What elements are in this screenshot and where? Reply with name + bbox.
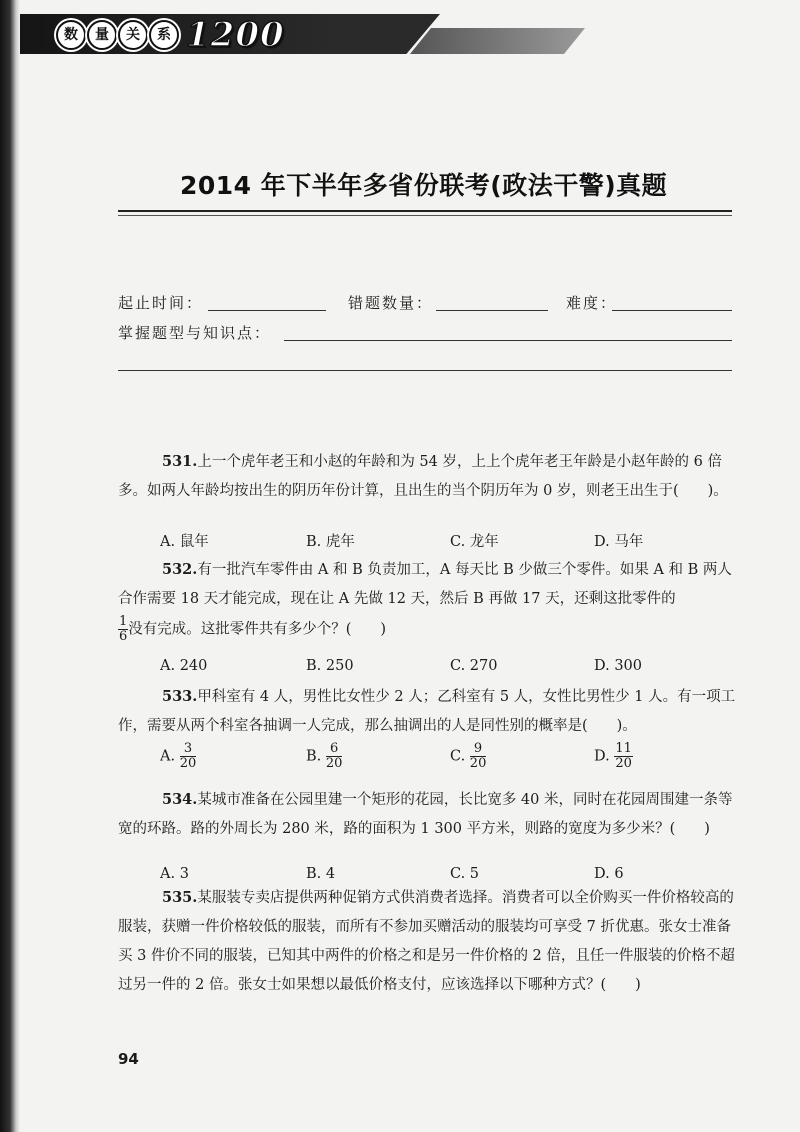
question-text: 上一个虎年老王和小赵的年龄和为 54 岁，上上个虎年老王年龄是小赵年龄的 6 倍多。如两人年龄均按出生的阴历年份计算，且出生的当个阴历年为 0 岁，则老王出生于( )。 <box>118 454 728 499</box>
fraction: $\frac{11}{20}$ <box>615 741 632 771</box>
title-rule-thin <box>118 215 732 216</box>
title-rule <box>118 210 732 212</box>
logo-badge-4: 系 <box>149 20 179 50</box>
series-logo <box>56 15 285 55</box>
question-535 <box>118 883 740 1000</box>
fraction: $\frac{1}{6}$ <box>119 614 128 644</box>
wrong-count-label: 错题数量： <box>348 294 434 312</box>
start-time-field[interactable] <box>208 310 326 311</box>
fraction: $\frac{3}{20}$ <box>179 741 197 771</box>
header-stripe <box>410 28 585 54</box>
question-533 <box>118 682 740 741</box>
option-c: C. 270 <box>450 658 498 674</box>
wrong-count-field[interactable] <box>436 310 548 311</box>
option-d: D. $\frac{11}{20}$ <box>594 741 632 771</box>
difficulty-field[interactable] <box>612 310 732 311</box>
question-number: 535. <box>162 889 198 906</box>
question-text: 有一批汽车零件由 A 和 B 负责加工，A 每天比 B 少做三个零件。如果 A 和 B 两人合作需要 18 天才能完成，现在让 A 先做 12 天，然后 B 再做 17 天，还剩这批零件的 <box>118 562 732 607</box>
start-time-label: 起止时间： <box>118 294 204 312</box>
logo-badge-2: 量 <box>87 20 117 50</box>
question-text: 某城市准备在公园里建一个矩形的花园，长比宽多 40 米，同时在花园周围建一条等宽的环路。路的外周长为 280 米，路的面积为 1 300 平方米，则路的宽度为多少米？( ) <box>118 792 733 837</box>
difficulty-label: 难度： <box>566 294 618 312</box>
logo-badge-3: 关 <box>118 20 148 50</box>
option-b: B. $\frac{6}{20}$ <box>306 741 343 771</box>
question-number: 534. <box>162 791 198 808</box>
question-532-continued <box>118 615 740 645</box>
option-c: C. 5 <box>450 866 480 882</box>
question-number: 532. <box>162 561 198 578</box>
question-number: 531. <box>162 453 198 470</box>
option-c: C. $\frac{9}{20}$ <box>450 741 487 771</box>
option-a: A. 3 <box>160 866 189 882</box>
option-c: C. 龙年 <box>450 534 499 550</box>
question-534 <box>118 785 740 844</box>
question-text: 甲科室有 4 人，男性比女性少 2 人；乙科室有 5 人，女性比男性少 1 人。有一项工作，需要从两个科室各抽调一人完成，那么抽调出的人是同性别的概率是( )。 <box>118 689 736 734</box>
option-a: A. 鼠年 <box>160 534 209 550</box>
option-b: B. 4 <box>306 866 336 882</box>
knowledge-field-extra-line[interactable] <box>118 370 732 371</box>
fraction: $\frac{6}{20}$ <box>325 741 343 771</box>
page-title: 2014 年下半年多省份联考(政法干警)真题 <box>180 171 668 200</box>
option-d: D. 6 <box>594 866 624 882</box>
question-number: 533. <box>162 688 198 705</box>
option-d: D. 马年 <box>594 534 644 550</box>
question-text-tail: 没有完成。这批零件共有多少个？( ) <box>128 621 387 638</box>
question-531 <box>118 447 740 506</box>
question-532 <box>118 555 740 614</box>
logo-number: 1200 <box>186 15 285 55</box>
page-number: 94 <box>118 1050 139 1068</box>
option-b: B. 250 <box>306 658 354 674</box>
option-d: D. 300 <box>594 658 643 674</box>
page-binding-edge <box>0 0 20 1132</box>
option-a: A. $\frac{3}{20}$ <box>160 741 197 771</box>
knowledge-label: 掌握题型与知识点： <box>118 324 272 342</box>
logo-badge-1: 数 <box>56 20 86 50</box>
knowledge-field[interactable] <box>284 340 732 341</box>
option-b: B. 虎年 <box>306 534 355 550</box>
fraction: $\frac{9}{20}$ <box>469 741 487 771</box>
question-text: 某服装专卖店提供两种促销方式供消费者选择。消费者可以全价购买一件价格较高的服装，获赠一件价格较低的服装，而所有不参加买赠活动的服装均可享受 7 折优惠。张女士准备买 3 件价不同的服装，已知其中两件的价格之和是另一件价格的 2 倍，且任一件服装的价格不超过另一件的 2 倍。张女士如果想以最低价格支付，应该选择以下哪种方式？( ) <box>118 890 735 993</box>
option-a: A. 240 <box>160 658 208 674</box>
